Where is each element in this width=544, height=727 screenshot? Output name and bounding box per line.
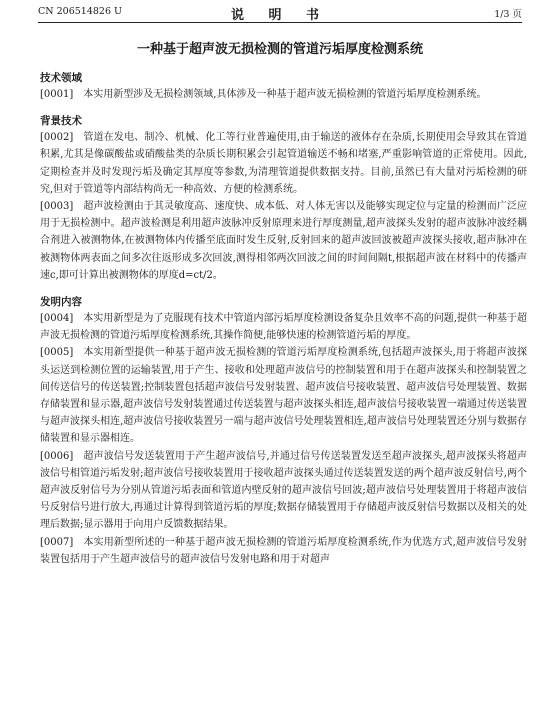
page-number: 1/3 页: [494, 9, 522, 20]
paragraph-number: [0007]: [40, 536, 74, 548]
paragraph-number: [0006]: [40, 450, 74, 462]
paragraph: [40, 198, 527, 284]
paragraph-number: [0003]: [40, 201, 74, 213]
document-title: 一种基于超声波无损检测的管道污垢厚度检测系统: [136, 42, 423, 57]
paragraph-number: [0001]: [40, 89, 74, 100]
paragraph-text: 本实用新型是为了克服现有技术中管道内部污垢厚度检测设备复杂且效率不高的问题,提供一种基于超声波无损检测的管道污垢厚度检测系统,其操作简便,能够快速的检测管道污垢的厚度。: [40, 313, 527, 342]
paragraph: [40, 86, 527, 103]
paragraph-number: [0002]: [40, 132, 74, 144]
paragraph-number: [0004]: [40, 313, 74, 325]
paragraph-text: 管道在发电、制冷、机械、化工等行业普遍使用,由于输送的液体存在杂质,长期使用会导致其在管道积累,尤其是像碳酸盐或硝酸盐类的杂质长期积累会引起管道输送不畅和堵塞,严重影响管道的正常使用。因此,定期检查并及时发现污垢及确定其厚度等参数,为清理管道提供数据支持。目前,虽然已有大量对污垢检测的研究,但对于管道等内部结构尚无一种高效、方便的检测系统。: [40, 132, 527, 195]
paragraph: [40, 534, 527, 568]
document-body: [40, 70, 527, 568]
paragraph: [40, 129, 527, 198]
paragraph: [40, 310, 527, 344]
paragraph-text: 超声波信号发送装置用于产生超声波信号,并通过信号传送装置发送至超声波探头,超声波探头将超声波信号相管道污垢发射;超声波信号接收装置用于接收超声波探头通过传送装置发送的两个超声波反射信号,两个超声波反射信号为分别从管道污垢表面和管道内壁反射的超声波信号回波;超声波信号处理装置用于将超声波信号反射信号进行放大,再通过计算得到管道污垢的厚度;数据存储装置用于存储超声波反射信号数据以及相关的处理后数据;显示器用于向用户反馈数据结果。: [40, 450, 527, 531]
document-number: CN 206514826 U: [38, 6, 123, 17]
paragraph: [40, 344, 527, 447]
paragraph-number: [0005]: [40, 347, 74, 359]
paragraph: [40, 448, 527, 534]
section-heading-summary: 发明内容: [40, 296, 82, 309]
paragraph-text: 本实用新型涉及无损检测领域,具体涉及一种基于超声波无损检测的管道污垢厚度检测系统。: [83, 89, 487, 100]
paragraph-text: 超声波检测由于其灵敏度高、速度快、成本低、对人体无害以及能够实现定位与定量的检测而广泛应用于无损检测中。超声波检测是利用超声波脉冲反射原理来进行厚度测量,超声波探头发射的超声波脉冲波经耦合剂进入被测物体,在被测物体内传播至底面时发生反射,反射回来的超声波回波被超声波探头接收,超声脉冲在被测物体两表面之间多次往返形成多次回波,测得相邻两次回波之间的时间间隔t,根据超声波在材料中的传播声速c,即可计算出被测物体的厚度d=ct/2。: [40, 201, 527, 281]
header-divider: [38, 22, 522, 23]
page-header: [38, 4, 522, 22]
header-title: 说 明 书: [230, 8, 330, 23]
section-heading-technical-field: 技术领域: [40, 72, 82, 84]
section-heading-background: 背景技术: [40, 115, 82, 128]
paragraph-text: 本实用新型所述的一种基于超声波无损检测的管道污垢厚度检测系统,作为优选方式,超声波信号发射装置包括用于产生超声波信号的超声波信号发射电路和用于对超声: [40, 536, 527, 565]
paragraph-text: 本实用新型提供一种基于超声波无损检测的管道污垢厚度检测系统,包括超声波探头,用于将超声波探头运送到检测位置的运输装置,用于产生、接收和处理超声波信号的控制装置和用于在超声波探头和控制装置之间传送信号的传送装置;控制装置包括超声波信号发射装置、超声波信号接收装置、超声波信号处理装置、数据存储装置和显示器,超声波信号发射装置通过传送装置与超声波探头相连,超声波信号接收装置一端通过传送装置与超声波探头相连,超声波信号接收装置另一端与超声波信号处理装置相连,超声波信号处理装置还分别与数据存储装置和显示器相连。: [40, 347, 527, 445]
